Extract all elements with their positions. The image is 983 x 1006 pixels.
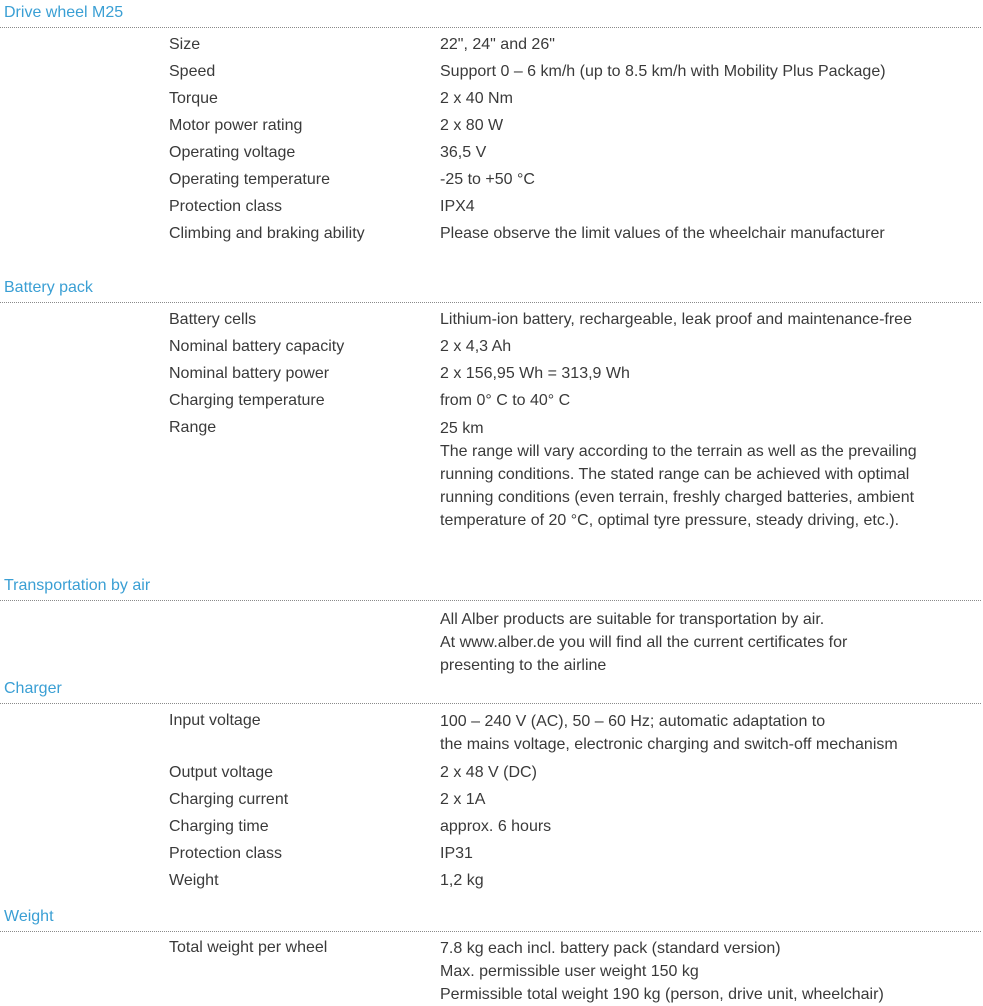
spec-value — [440, 197, 980, 217]
value-line: 2 x 156,95 Wh = 313,9 Wh — [440, 365, 630, 382]
spec-value — [440, 937, 980, 1006]
spec-value — [440, 224, 980, 244]
spec-value — [440, 35, 980, 55]
spec-label: Torque — [169, 90, 218, 107]
value-line: 36,5 V — [440, 144, 487, 161]
value-line: Support 0 – 6 km/h (up to 8.5 km/h with Mobility Plus Package) — [440, 63, 886, 80]
spec-value — [440, 710, 980, 756]
spec-value — [440, 417, 980, 532]
spec-value — [440, 364, 980, 384]
spec-value — [440, 844, 980, 864]
value-line: Lithium-ion battery, rechargeable, leak proof and maintenance-free — [440, 311, 912, 328]
value-line: IP31 — [440, 845, 473, 862]
spec-label: Range — [169, 419, 217, 436]
value-line: The range will vary according to the terrain as well as the prevailing — [440, 443, 917, 460]
value-line: 22", 24" and 26" — [440, 36, 555, 53]
value-line: 2 x 4,3 Ah — [440, 338, 512, 355]
value-line: 25 km — [440, 420, 484, 437]
section-title: Transportation by air — [4, 577, 151, 594]
value-line: 2 x 40 Nm — [440, 90, 513, 107]
spec-value — [440, 763, 980, 783]
value-line: -25 to +50 °C — [440, 171, 535, 188]
spec-label: Output voltage — [169, 764, 274, 781]
spec-label: Battery cells — [169, 311, 257, 328]
value-line: All Alber products are suitable for transportation by air. — [440, 611, 825, 628]
spec-label: Protection class — [169, 198, 282, 215]
section-title: Battery pack — [4, 279, 93, 296]
spec-label: Protection class — [169, 845, 282, 862]
spec-label: Charging time — [169, 818, 269, 835]
value-line: Max. permissible user weight 150 kg — [440, 963, 699, 980]
value-line: the mains voltage, electronic charging and switch-off mechanism — [440, 736, 898, 753]
spec-label: Operating temperature — [169, 171, 330, 188]
value-line: 1,2 kg — [440, 872, 484, 889]
section-title: Charger — [4, 680, 62, 697]
spec-label: Motor power rating — [169, 117, 303, 134]
spec-label: Charging temperature — [169, 392, 325, 409]
spec-label: Charging current — [169, 791, 289, 808]
spec-value — [440, 170, 980, 190]
value-line: 2 x 48 V (DC) — [440, 764, 537, 781]
spec-value — [440, 391, 980, 411]
spec-label: Climbing and braking ability — [169, 225, 365, 242]
section-divider — [0, 931, 981, 932]
spec-value — [440, 62, 980, 82]
value-line: 2 x 1A — [440, 791, 486, 808]
spec-label: Operating voltage — [169, 144, 296, 161]
value-line: running conditions. The stated range can be achieved with optimal — [440, 466, 910, 483]
spec-label: Total weight per wheel — [169, 939, 328, 956]
spec-value — [440, 310, 980, 330]
spec-value — [440, 89, 980, 109]
value-line: running conditions (even terrain, freshly charged batteries, ambient — [440, 489, 915, 506]
value-line: approx. 6 hours — [440, 818, 552, 835]
value-line: temperature of 20 °C, optimal tyre pressure, steady driving, etc.). — [440, 512, 900, 529]
spec-value — [440, 790, 980, 810]
value-line: 7.8 kg each incl. battery pack (standard version) — [440, 940, 781, 957]
section-divider — [0, 600, 981, 601]
spec-value — [440, 116, 980, 136]
section-divider — [0, 703, 981, 704]
spec-label: Nominal battery capacity — [169, 338, 345, 355]
spec-value — [440, 143, 980, 163]
value-line: from 0° C to 40° C — [440, 392, 571, 409]
section-divider — [0, 302, 981, 303]
spec-label: Size — [169, 36, 201, 53]
value-line: 100 – 240 V (AC), 50 – 60 Hz; automatic adaptation to — [440, 713, 826, 730]
spec-value — [440, 337, 980, 357]
spec-value — [440, 608, 980, 677]
spec-label: Weight — [169, 872, 219, 889]
section-title: Weight — [4, 908, 54, 925]
value-line: Please observe the limit values of the wheelchair manufacturer — [440, 225, 885, 242]
spec-label: Nominal battery power — [169, 365, 330, 382]
section-divider — [0, 27, 981, 28]
value-line: 2 x 80 W — [440, 117, 504, 134]
spec-label: Speed — [169, 63, 216, 80]
value-line: Permissible total weight 190 kg (person, drive unit, wheelchair) — [440, 986, 884, 1003]
value-line: At www.alber.de you will find all the current certificates for — [440, 634, 848, 651]
section-title: Drive wheel M25 — [4, 4, 124, 21]
spec-label: Input voltage — [169, 712, 261, 729]
value-line: presenting to the airline — [440, 657, 607, 674]
value-line: IPX4 — [440, 198, 475, 215]
spec-value — [440, 871, 980, 891]
spec-value — [440, 817, 980, 837]
